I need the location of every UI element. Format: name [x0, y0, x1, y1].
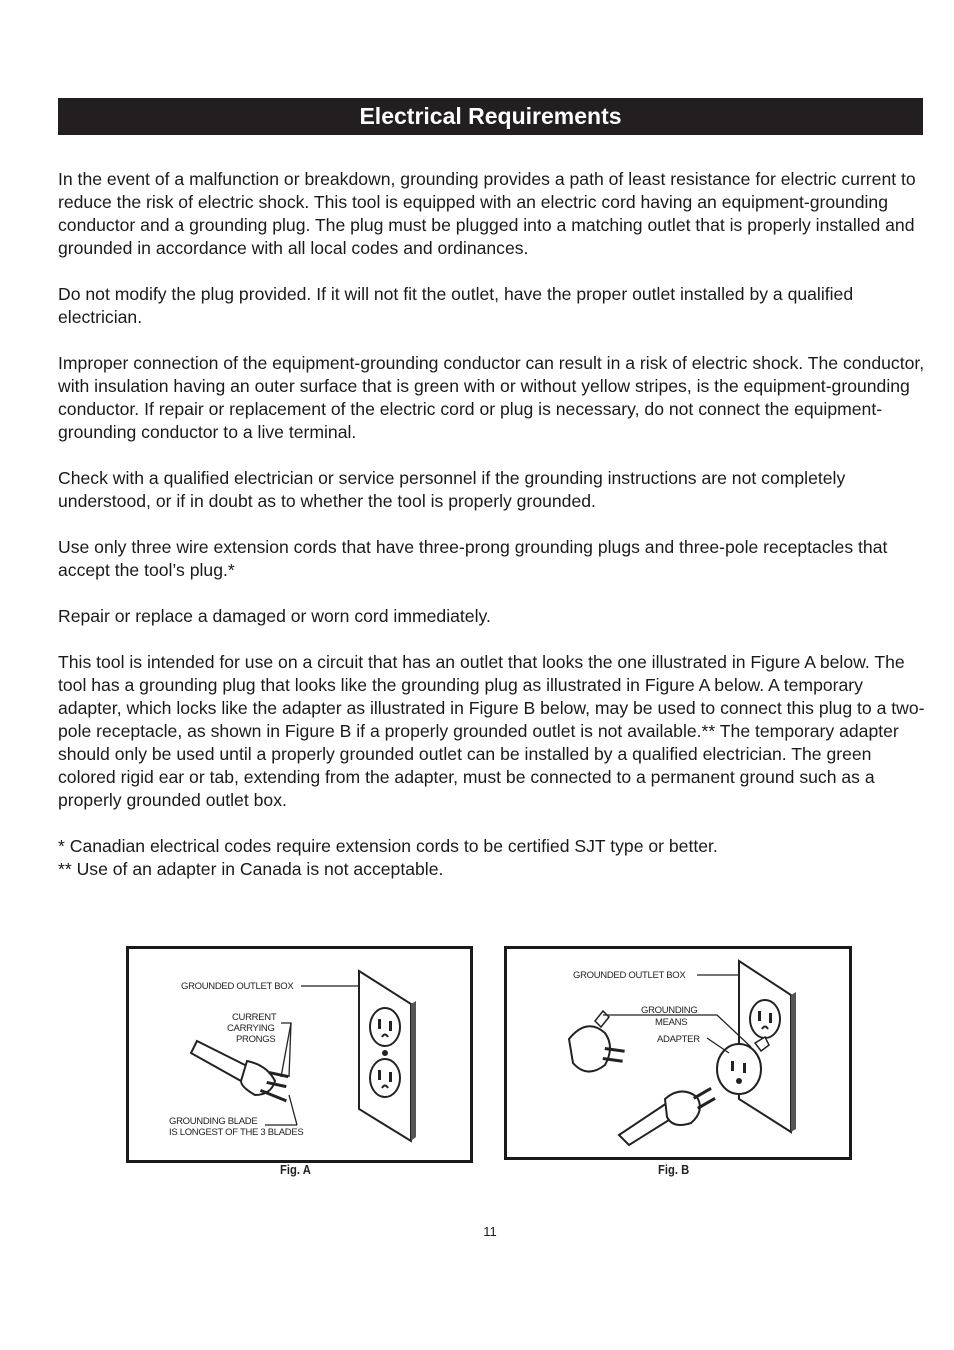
label-prongs: PRONGS — [236, 1034, 276, 1045]
figure-a — [126, 946, 473, 1163]
paragraph-repair-cord: Repair or replace a damaged or worn cord immediately. — [58, 606, 491, 626]
paragraph-modify-plug: Do not modify the plug provided. If it will not fit the outlet, have the proper outlet installed by a qualified electrician. — [58, 284, 854, 327]
section-title-text: Electrical Requirements — [359, 103, 622, 129]
label-adapter: ADAPTER — [657, 1034, 700, 1045]
paragraph-check-electrician: Check with a qualified electrician or service personnel if the grounding instructions are not completely understood, or if in doubt as to whether the tool is properly grounded. — [58, 468, 846, 511]
paragraph-extension-cords: Use only three wire extension cords that have three-prong grounding plugs and three-pole receptacles that accept the tool’s plug.* — [58, 537, 888, 580]
footnote-canadian-codes: * Canadian electrical codes require extension cords to be certified SJT type or better. — [58, 836, 718, 856]
label-grounding: GROUNDING — [641, 1005, 698, 1016]
section-title — [58, 98, 923, 135]
label-grounded-outlet-box: GROUNDED OUTLET BOX — [181, 981, 294, 992]
label-carrying: CARRYING — [227, 1023, 275, 1034]
label-means: MEANS — [655, 1017, 688, 1028]
label-grounding-blade: GROUNDING BLADE — [169, 1116, 258, 1127]
figure-b-caption: Fig. B — [658, 1163, 690, 1177]
paragraph-improper-connection: Improper connection of the equipment-grounding conductor can result in a risk of electric shock. The conductor, with insulation having an outer surface that is green with or without yellow stripes, is the equipment-grounding conductor. If repair or replacement of the electric cord or plug is necessary, do not connect the equipment-grounding conductor to a live terminal. — [58, 353, 925, 442]
figure-b — [504, 946, 852, 1160]
body-text — [58, 168, 926, 881]
grounding-plug-icon — [619, 1087, 716, 1145]
figure-a-caption: Fig. A — [280, 1163, 311, 1177]
page-number: 11 — [483, 1224, 497, 1239]
paragraph-grounding: In the event of a malfunction or breakdown, grounding provides a path of least resistance for electric current to reduce the risk of electric shock. This tool is equipped with an electric cord having an equipment-grounding conductor and a grounding plug. The plug must be plugged into a matching outlet that is properly installed and grounded in accordance with all local codes and ordinances. — [58, 169, 916, 258]
figure-b-illustration — [507, 949, 849, 1157]
label-longest-blade: IS LONGEST OF THE 3 BLADES — [169, 1127, 304, 1138]
label-current: CURRENT — [232, 1012, 277, 1023]
footnote-adapter-canada: ** Use of an adapter in Canada is not acceptable. — [58, 859, 444, 879]
receptacle-icon — [750, 1000, 780, 1038]
figure-a-illustration — [129, 949, 470, 1160]
two-prong-plug-icon — [569, 1011, 625, 1072]
grounding-plug-icon — [191, 1041, 289, 1102]
paragraph-circuit-outlet: This tool is intended for use on a circuit that has an outlet that looks the one illustrated in Figure A below. The tool has a grounding plug that looks like the grounding plug as illustrated in Figure A below. A temporary adapter, which locks like the adapter as illustrated in Figure B below, may be used to connect this plug to a two-pole receptacle, as shown in Figure B if a properly grounded outlet is not available.** The temporary adapter should only be used until a properly grounded outlet can be installed by a qualified electrician. The green colored rigid ear or tab, extending from the adapter, must be connected to a permanent ground such as a properly grounded outlet box. — [58, 652, 925, 810]
label-grounded-outlet-box: GROUNDED OUTLET BOX — [573, 970, 686, 981]
